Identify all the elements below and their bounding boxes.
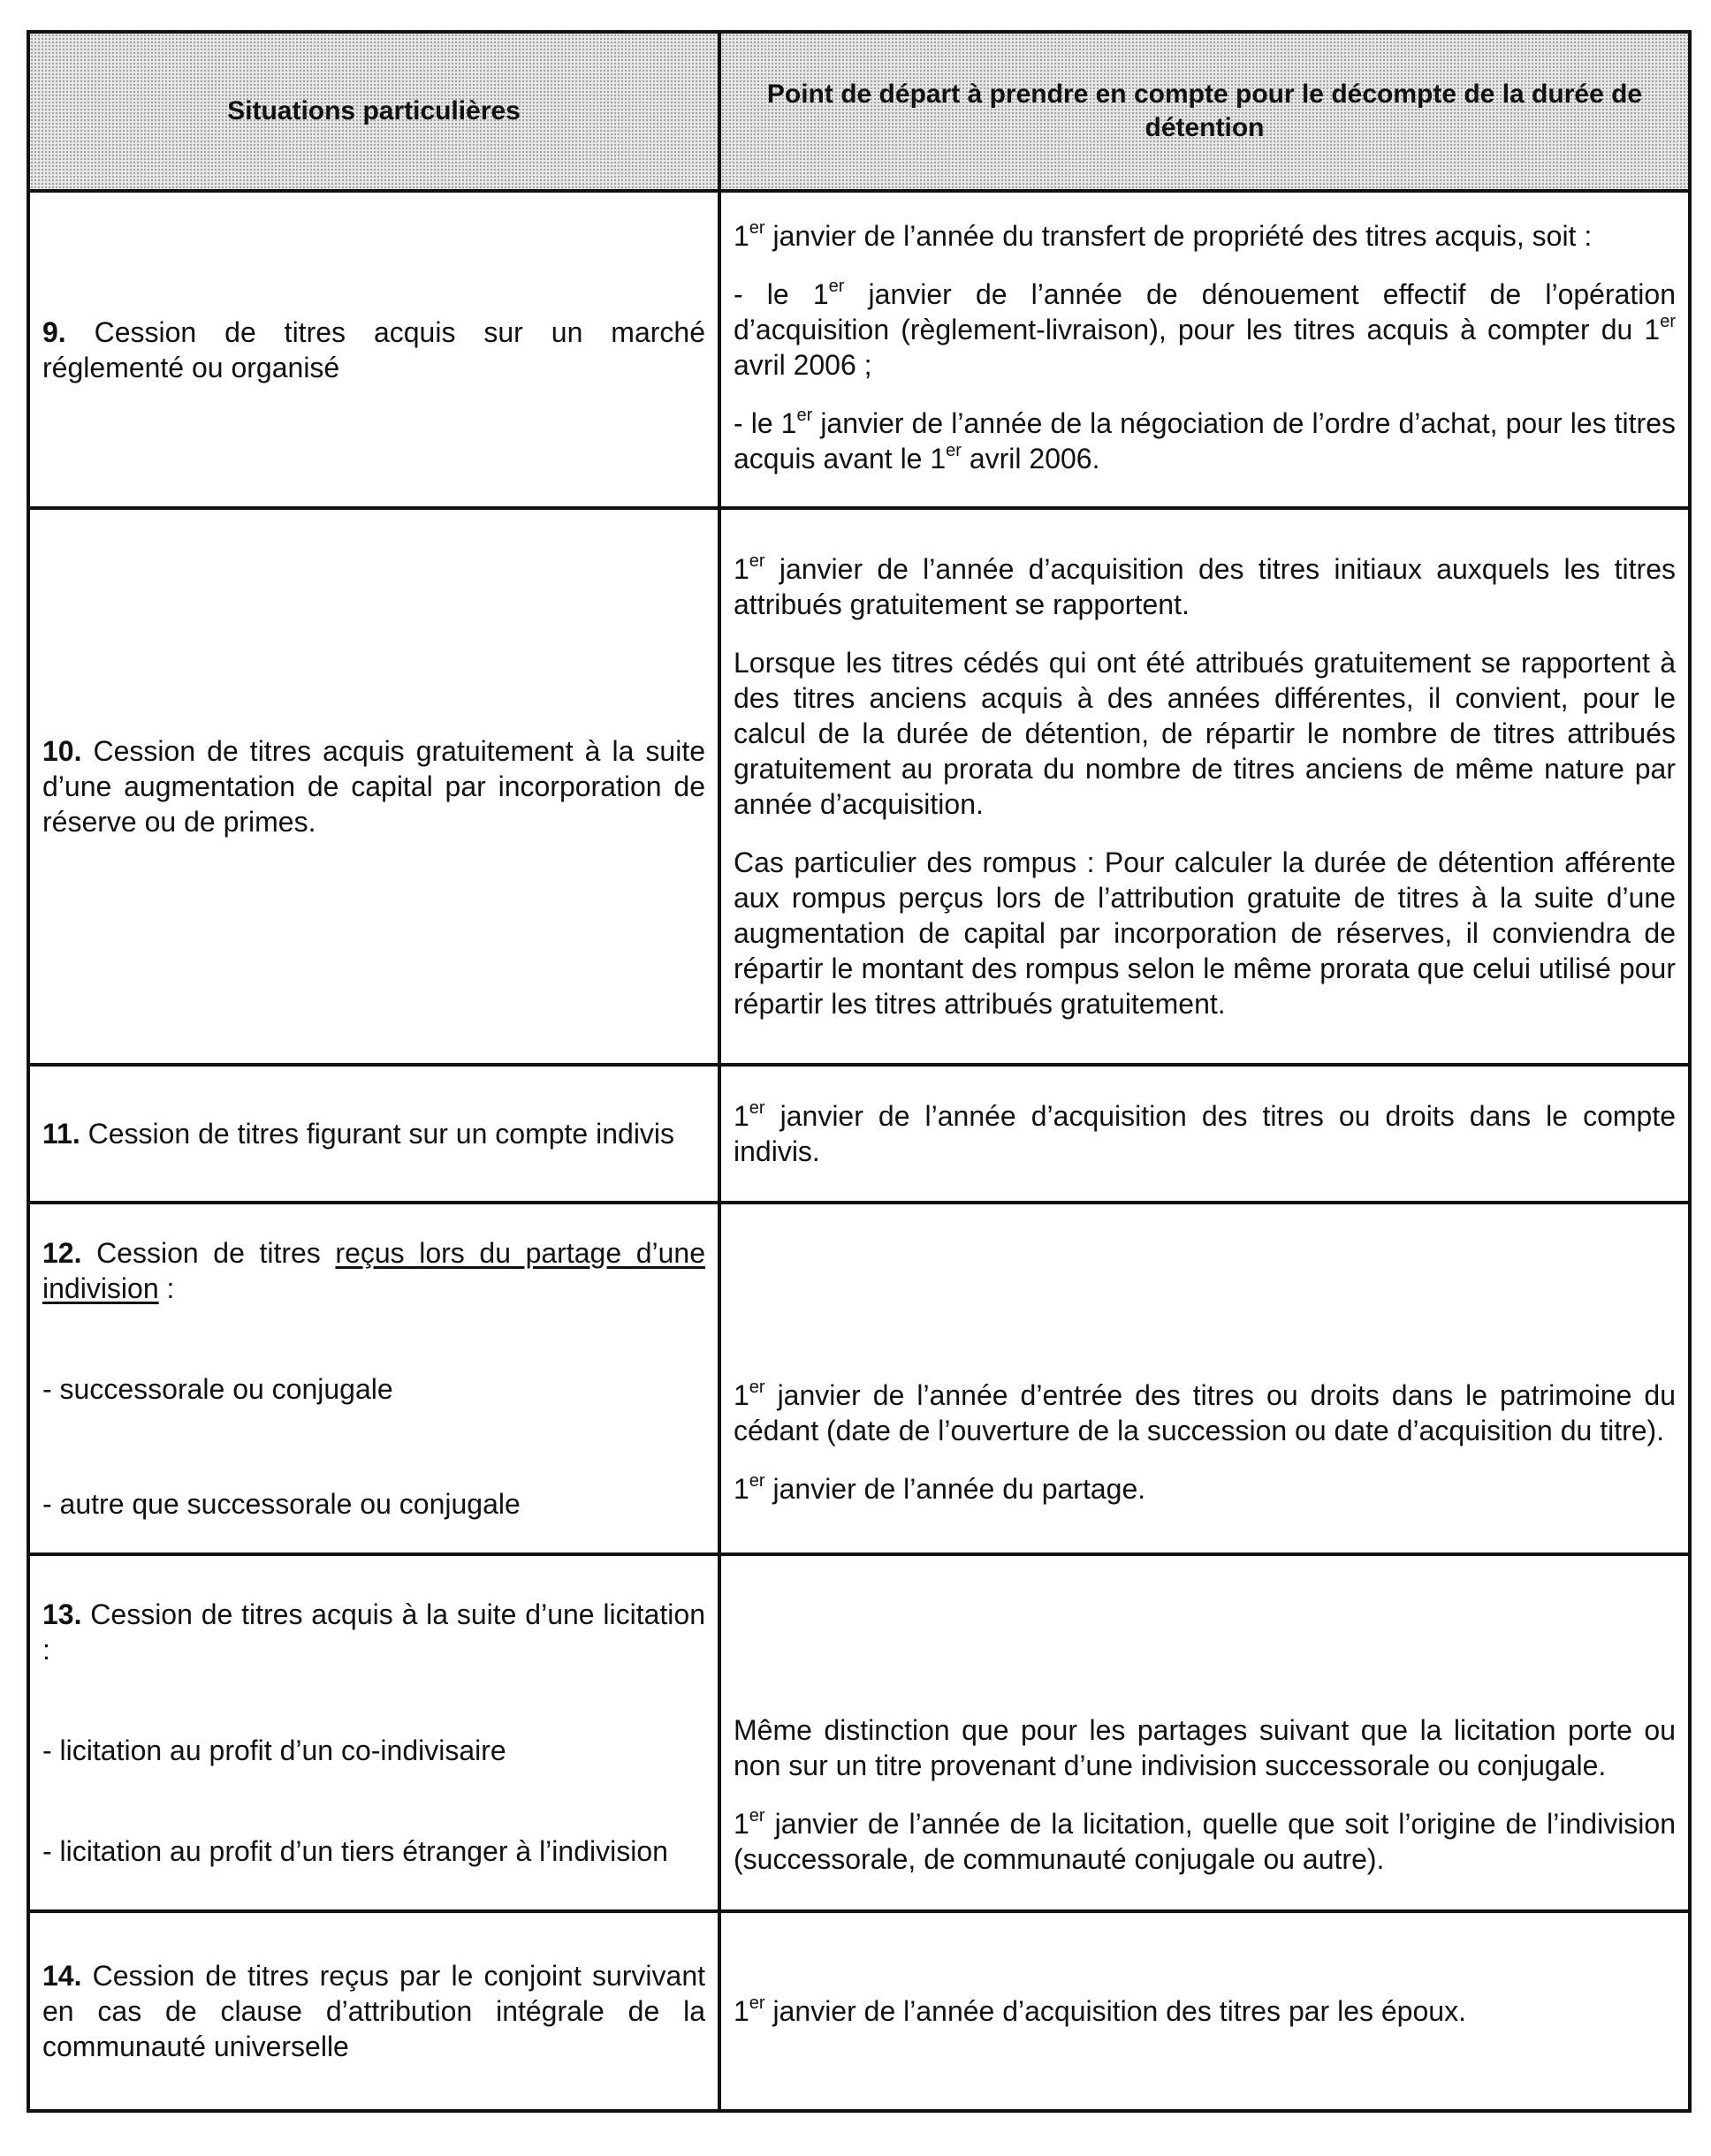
depart-paragraph: - le 1er janvier de l’année de dénouement effectif de l’opération d’acquisition (règlement-livraison), pour les titres acquis à compter du 1er avril 2006 ; [734,276,1676,381]
depart-paragraph: 1er janvier de l’année d’entrée des titres ou droits dans le patrimoine du cédant (date de l’ouverture de la succession ou date d’acquisition du titre). [734,1378,1676,1446]
header-situations: Situations particulières [28,32,719,191]
situation-text: 9. Cession de titres acquis sur un marché réglementé ou organisé [42,315,705,383]
depart-paragraph: - le 1er janvier de l’année de la négociation de l’ordre d’achat, pour les titres acquis avant le 1er avril 2006. [734,405,1677,474]
table-row [28,191,1690,508]
depart-paragraph: 1er janvier de l’année du partage. [734,1471,1146,1505]
situation-text: 11. Cession de titres figurant sur un compte indivis [42,1118,675,1150]
table-row [28,1065,1690,1203]
depart-cell-11 [719,1065,1690,1203]
situation-text: 12. Cession de titres reçus lors du partage d’une indivision : [42,1237,706,1304]
situation-text: 14. Cession de titres reçus par le conjoint survivant en cas de clause d’attribution intégrale de la communauté universelle [42,1960,705,2062]
header-point-de-depart: Point de départ à prendre en compte pour le décompte de la durée de détention [719,32,1690,191]
depart-paragraph: 1er janvier de l’année de la licitation, quelle que soit l’origine de l’indivision (successorale, de communauté conjugale ou autre). [734,1806,1676,1875]
table-header-row [28,32,1690,191]
table-row [28,1203,1690,1554]
situation-cell-13 [28,1554,719,1911]
document-page [27,30,1688,2113]
situation-cell-10 [28,508,719,1065]
situation-text: 13. Cession de titres acquis à la suite d’une licitation : [42,1598,705,1666]
depart-paragraph: 1er janvier de l’année d’acquisition des titres ou droits dans le compte indivis. [734,1098,1676,1167]
table-row [28,1911,1690,2111]
depart-cell-9 [719,191,1690,508]
situation-subitem: - licitation au profit d’un co-indivisaire [42,1735,506,1766]
depart-paragraph: Lorsque les titres cédés qui ont été attribués gratuitement se rapportent à des titres anciens acquis à des années différentes, il convient, pour le calcul de la durée de détention, de répartir le nombre de titres attribués gratuitement au prorata du nombre de titres anciens de même nature par année d’acquisition. [734,647,1676,820]
situation-cell-12 [28,1203,719,1554]
situation-subitem: - autre que successorale ou conjugale [42,1488,521,1520]
situation-cell-11 [28,1065,719,1203]
situations-table [27,30,1692,2113]
depart-cell-13 [719,1554,1690,1911]
depart-cell-10 [719,508,1690,1065]
table-row [28,508,1690,1065]
situation-cell-9 [28,191,719,508]
depart-paragraph: Même distinction que pour les partages suivant que la licitation porte ou non sur un titre provenant d’une indivision successorale ou conjugale. [734,1714,1676,1781]
situation-cell-14 [28,1911,719,2111]
depart-paragraph: 1er janvier de l’année du transfert de propriété des titres acquis, soit : [734,217,1593,252]
situation-text: 10. Cession de titres acquis gratuitement à la suite d’une augmentation de capital par incorporation de réserve ou de primes. [42,735,705,838]
situation-subitem: - licitation au profit d’un tiers étranger à l’indivision [42,1835,668,1867]
situation-subitem: - successorale ou conjugale [42,1373,393,1405]
depart-cell-12 [719,1203,1690,1554]
table-row [28,1554,1690,1911]
depart-paragraph: 1er janvier de l’année d’acquisition des titres initiaux auxquels les titres attribués gratuitement se rapportent. [734,551,1676,620]
depart-paragraph: 1er janvier de l’année d’acquisition des titres par les époux. [734,1993,1466,2027]
depart-paragraph: Cas particulier des rompus : Pour calculer la durée de détention afférente aux rompus perçus lors de l’attribution gratuite de titres à la suite d’une augmentation de capital par incorporation de réserves, il conviendra de répartir le montant des rompus selon le même prorata que celui utilisé pour répartir les titres attribués gratuitement. [734,846,1676,1020]
depart-cell-14 [719,1911,1690,2111]
